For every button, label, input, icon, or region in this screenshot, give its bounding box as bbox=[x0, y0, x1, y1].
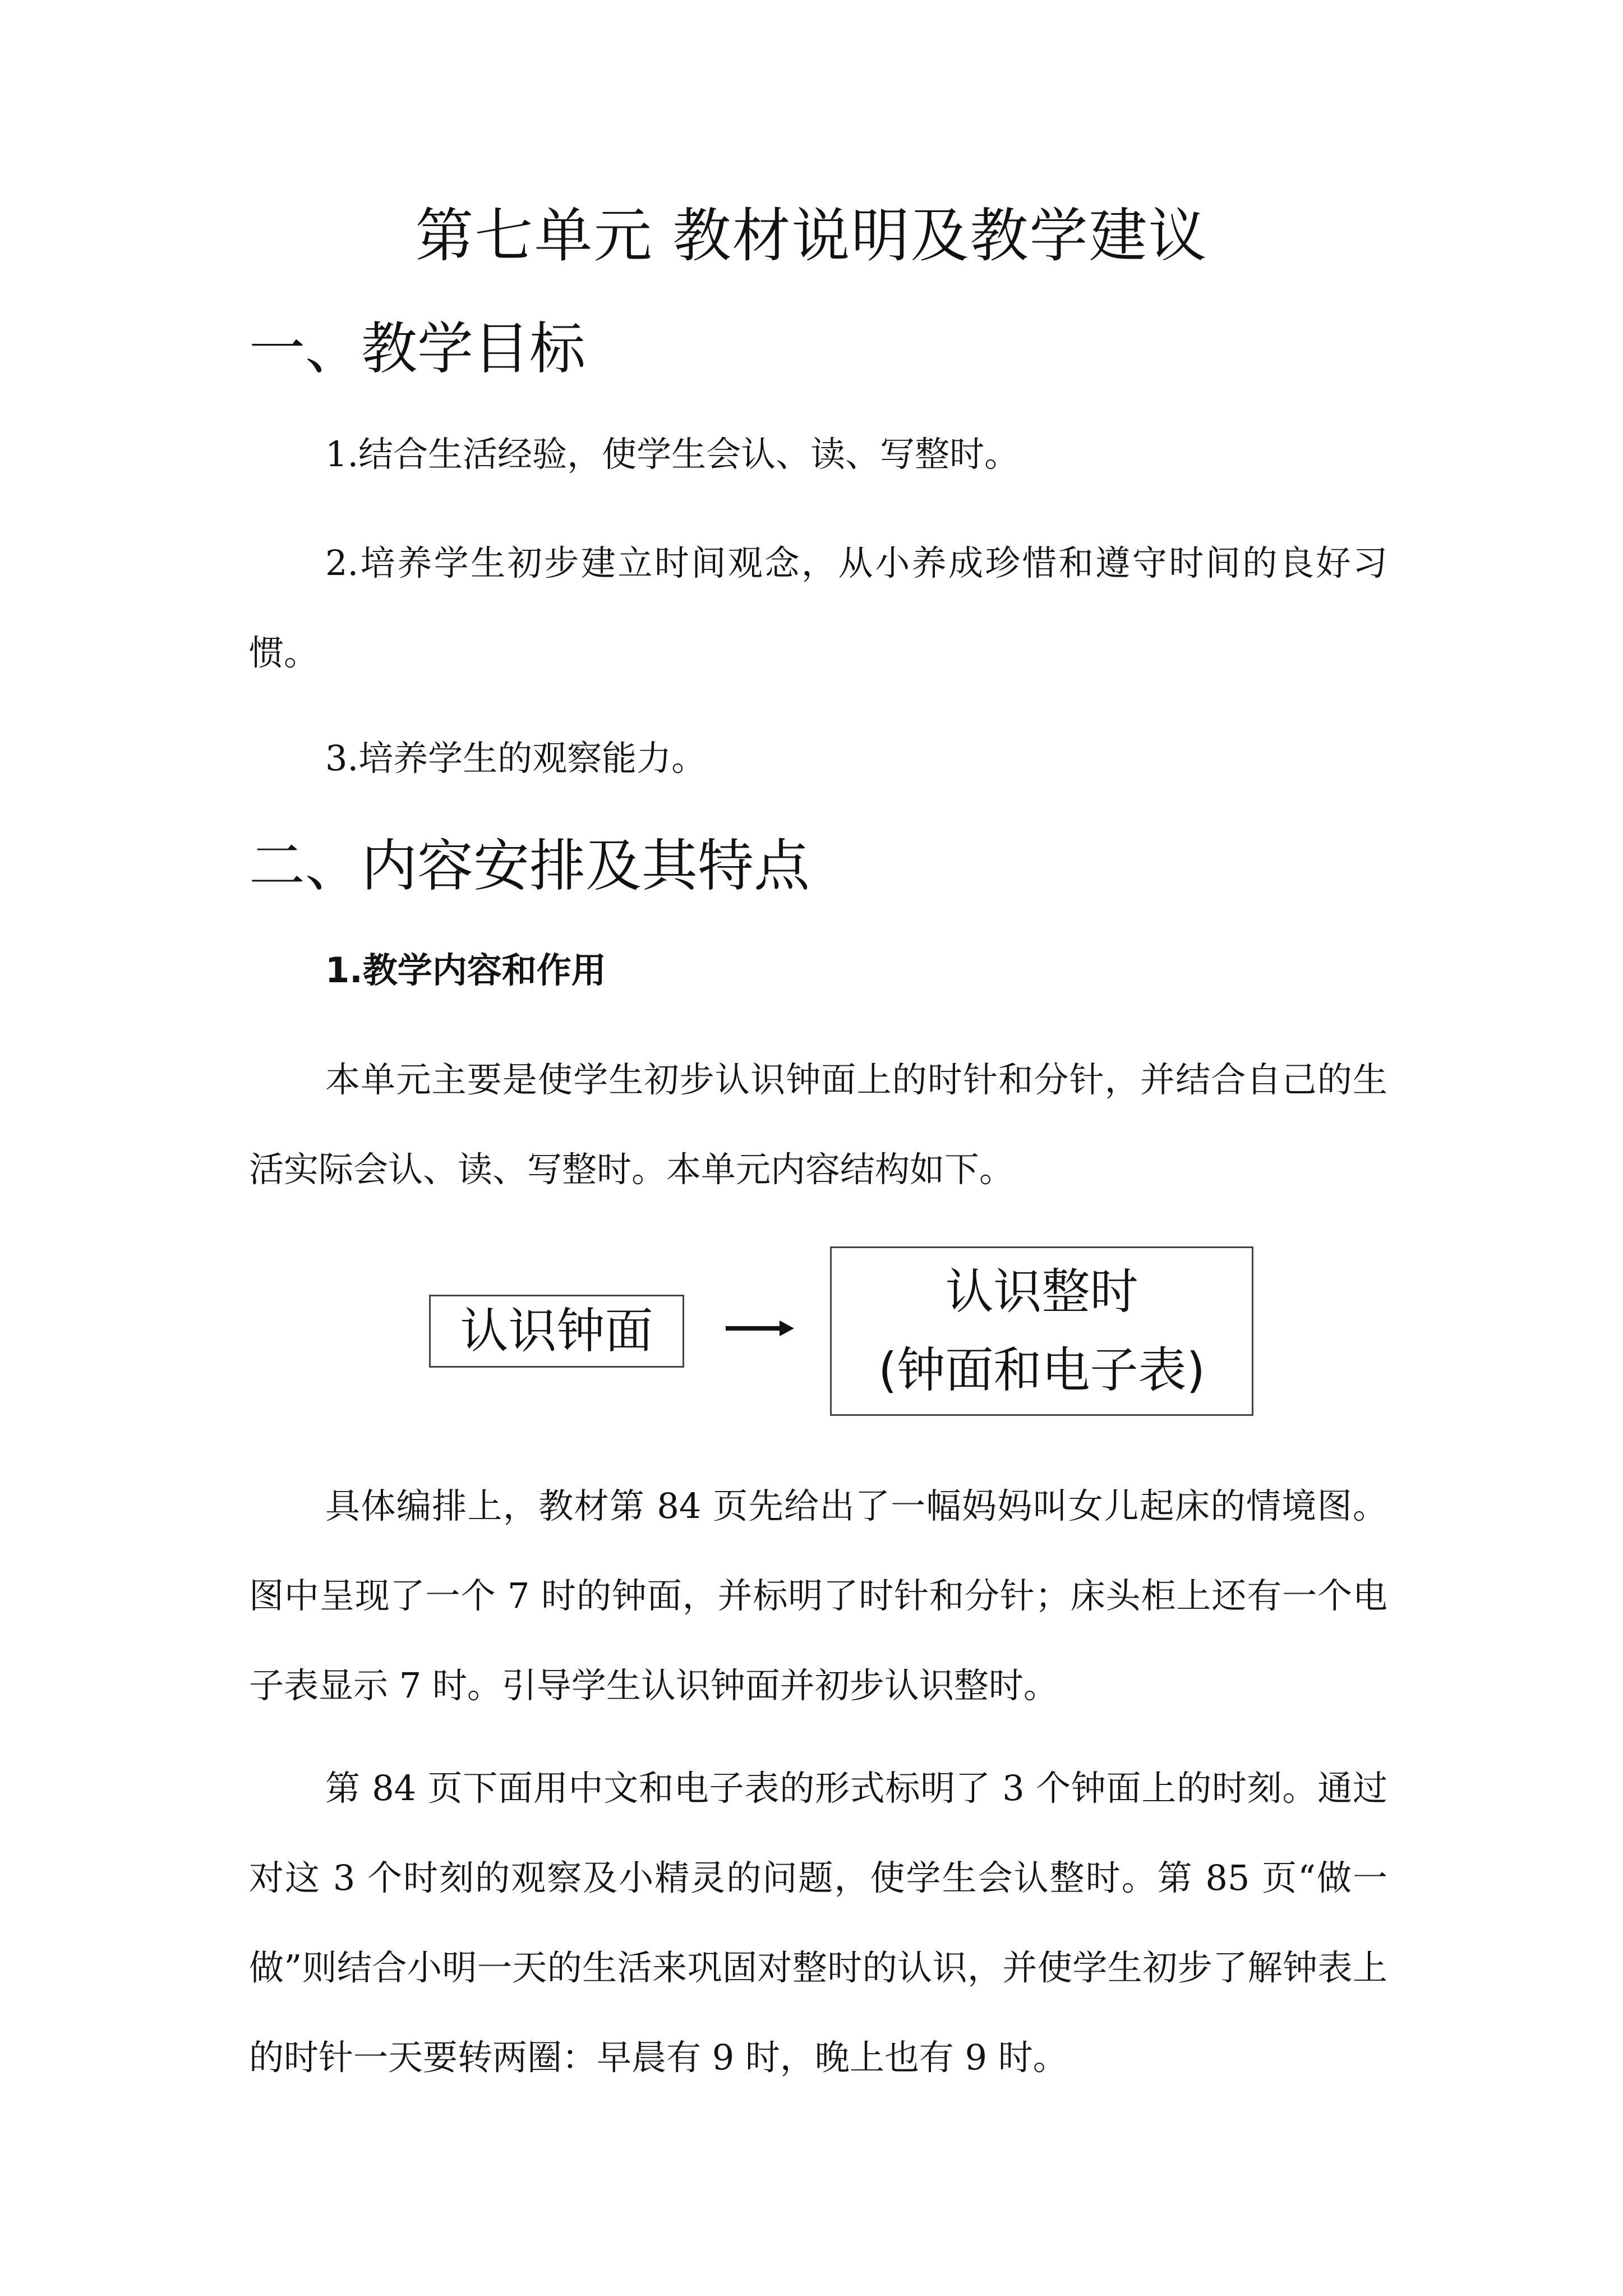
diagram-box-whole-hours-line1: 认识整时 bbox=[945, 1264, 1138, 1320]
diagram-box-whole-hours bbox=[830, 1246, 1253, 1416]
subheading-content-and-role: 1.教学内容和作用 bbox=[325, 950, 606, 991]
diagram-box-clock-face-label: 认识钟面 bbox=[460, 1303, 653, 1359]
arrow-right-icon bbox=[723, 1312, 796, 1345]
section-heading-teaching-goals: 一、教学目标 bbox=[249, 316, 585, 381]
goal-item-3: 3.培养学生的观察能力。 bbox=[325, 738, 707, 779]
diagram-box-whole-hours-line2: (钟面和电子表) bbox=[878, 1342, 1206, 1398]
body-paragraph-1: 具体编排上，教材第 84 页先给出了一幅妈妈叫女儿起床的情境图。图中呈现了一个 7 时的钟面，并标明了时针和分针；床头柜上还有一个电子表显示 7 时。引导学生认识钟面并初步认识整时。 bbox=[249, 1485, 1387, 1706]
diagram-box-clock-face bbox=[429, 1295, 684, 1368]
body-paragraph-2: 第 84 页下面用中文和电子表的形式标明了 3 个钟面上的时刻。通过对这 3 个时刻的观察及小精灵的问题，使学生会认整时。第 85 页“做一做”则结合小明一天的生活来巩固对整时的认识，并使学生初步了解钟表上的时针一天要转两圈：早晨有 9 时，晚上也有 9 时。 bbox=[249, 1768, 1387, 2078]
goal-item-1: 1.结合生活经验，使学生会认、读、写整时。 bbox=[325, 434, 1020, 475]
goal-item-2: 2.培养学生初步建立时间观念，从小养成珍惜和遵守时间的良好习惯。 bbox=[249, 542, 1387, 673]
section-heading-content-arrangement: 二、内容安排及其特点 bbox=[249, 833, 810, 899]
page-title: 第七单元 教材说明及教学建议 bbox=[415, 201, 1208, 270]
intro-paragraph: 本单元主要是使学生初步认识钟面上的时针和分针，并结合自己的生活实际会认、读、写整时。本单元内容结构如下。 bbox=[249, 1059, 1387, 1190]
